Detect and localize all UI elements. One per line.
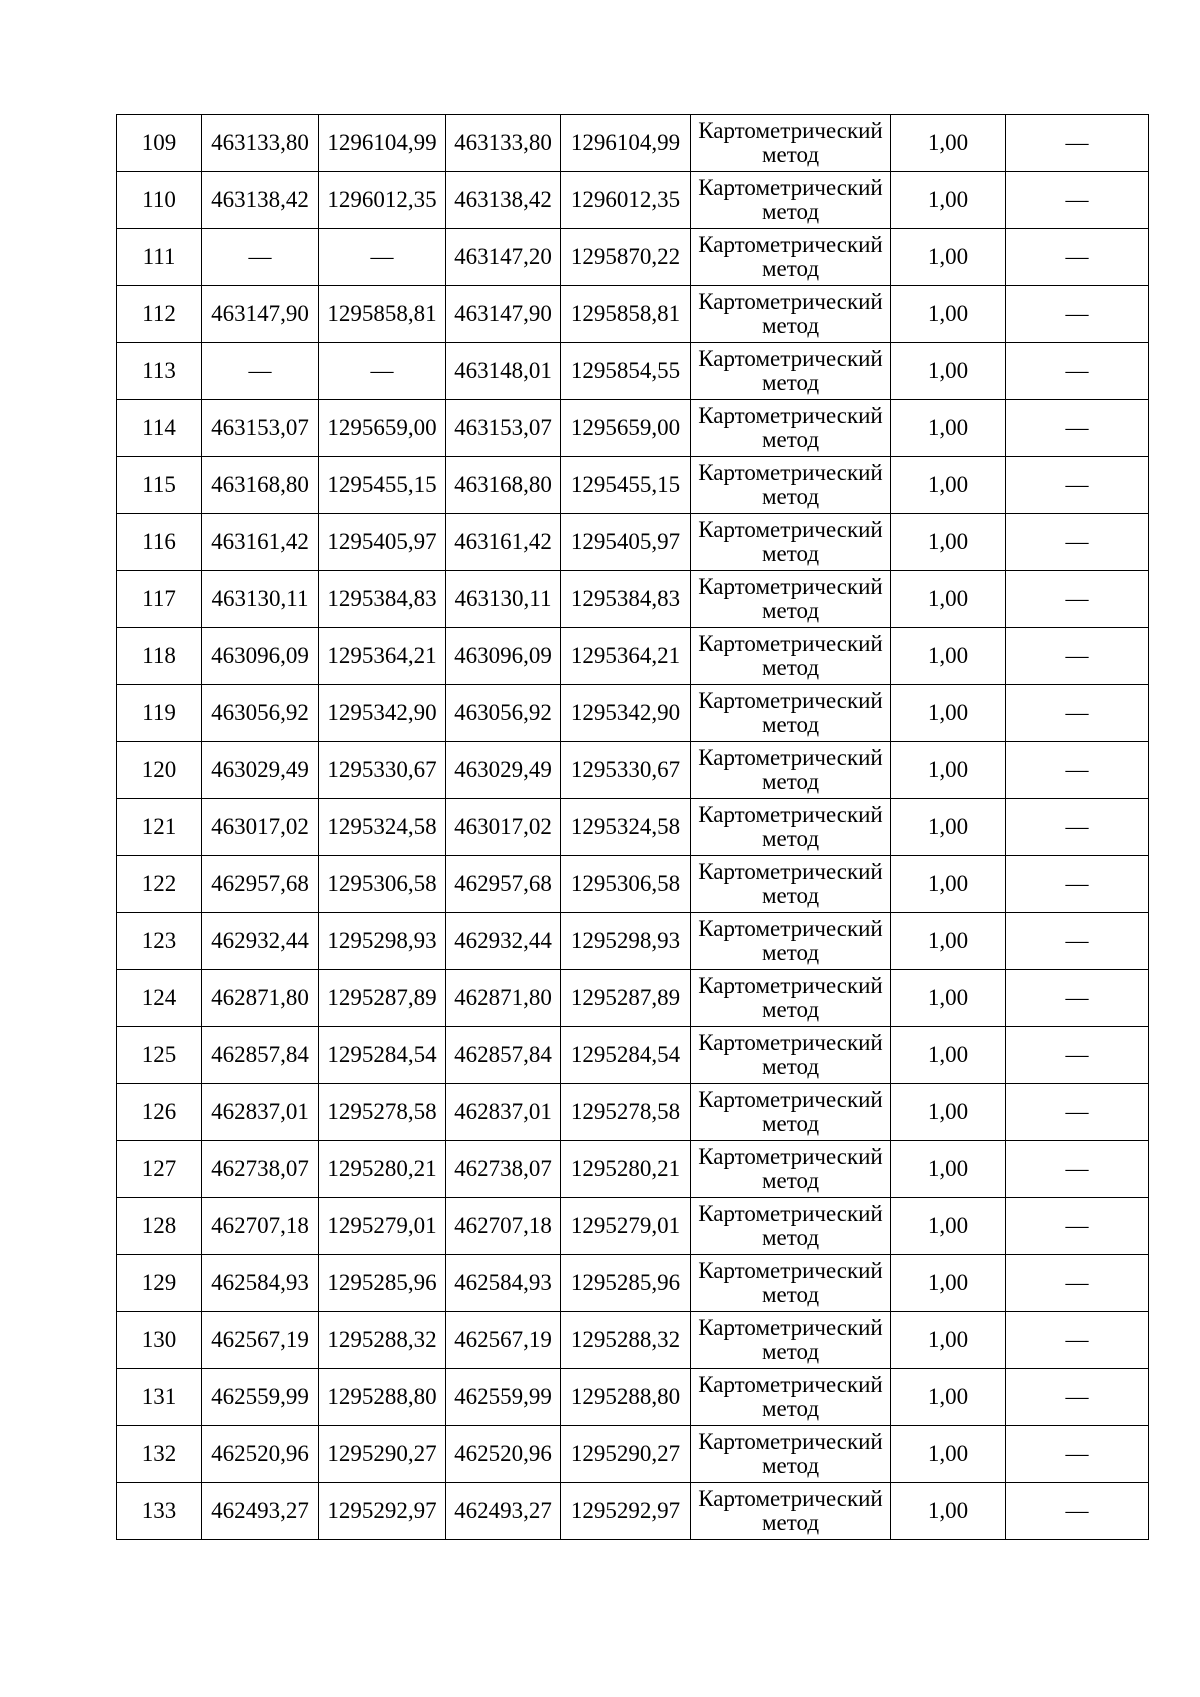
point-number-cell: 116 (117, 514, 202, 571)
refined-y-cell: 1295287,89 (561, 970, 691, 1027)
method-line-1: Картометрический (698, 1258, 883, 1283)
point-number-cell: 124 (117, 970, 202, 1027)
existing-y-cell: 1295364,21 (319, 628, 446, 685)
table-row (117, 514, 1149, 571)
table-row (117, 343, 1149, 400)
method-line-1: Картометрический (698, 517, 883, 542)
method-cell (691, 1426, 891, 1483)
refined-x-cell: 463161,42 (446, 514, 561, 571)
coordinates-table (116, 114, 1149, 1540)
accuracy-cell: 1,00 (891, 742, 1006, 799)
method-line-1: Картометрический (698, 574, 883, 599)
refined-x-cell: 463168,80 (446, 457, 561, 514)
existing-x-cell: 463029,49 (202, 742, 319, 799)
point-number-cell: 115 (117, 457, 202, 514)
method-cell (691, 856, 891, 913)
refined-y-cell: 1295324,58 (561, 799, 691, 856)
method-cell (691, 571, 891, 628)
note-cell: — (1006, 1369, 1149, 1426)
method-cell (691, 1198, 891, 1255)
refined-x-cell: 462857,84 (446, 1027, 561, 1084)
method-line-2: метод (761, 427, 820, 452)
method-line-2: метод (761, 484, 820, 509)
table-row (117, 685, 1149, 742)
accuracy-cell: 1,00 (891, 1198, 1006, 1255)
existing-x-cell: 462871,80 (202, 970, 319, 1027)
method-cell (691, 286, 891, 343)
method-line-1: Картометрический (698, 1429, 883, 1454)
method-cell (691, 457, 891, 514)
method-cell (691, 343, 891, 400)
point-number-cell: 114 (117, 400, 202, 457)
method-cell (691, 685, 891, 742)
method-line-1: Картометрический (698, 289, 883, 314)
existing-y-cell: 1295288,80 (319, 1369, 446, 1426)
method-cell (691, 1483, 891, 1540)
table-row (117, 742, 1149, 799)
method-line-1: Картометрический (698, 1315, 883, 1340)
existing-x-cell: 462559,99 (202, 1369, 319, 1426)
table-row (117, 1198, 1149, 1255)
method-cell (691, 1369, 891, 1426)
method-line-1: Картометрический (698, 745, 883, 770)
method-cell (691, 400, 891, 457)
method-line-1: Картометрический (698, 118, 883, 143)
note-cell: — (1006, 343, 1149, 400)
method-line-1: Картометрический (698, 1030, 883, 1055)
table-row (117, 1027, 1149, 1084)
table-row (117, 1084, 1149, 1141)
refined-x-cell: 463147,20 (446, 229, 561, 286)
refined-y-cell: 1295854,55 (561, 343, 691, 400)
refined-y-cell: 1296104,99 (561, 115, 691, 172)
refined-x-cell: 462707,18 (446, 1198, 561, 1255)
method-cell (691, 514, 891, 571)
method-cell (691, 1312, 891, 1369)
method-cell (691, 1027, 891, 1084)
table-row (117, 1141, 1149, 1198)
method-cell (691, 115, 891, 172)
refined-y-cell: 1295290,27 (561, 1426, 691, 1483)
note-cell: — (1006, 1198, 1149, 1255)
method-line-2: метод (761, 712, 820, 737)
table-row (117, 913, 1149, 970)
method-line-2: метод (761, 1054, 820, 1079)
table-row (117, 571, 1149, 628)
point-number-cell: 109 (117, 115, 202, 172)
refined-y-cell: 1295288,80 (561, 1369, 691, 1426)
method-line-2: метод (761, 997, 820, 1022)
existing-x-cell: 463147,90 (202, 286, 319, 343)
existing-y-cell: 1295290,27 (319, 1426, 446, 1483)
existing-x-cell: 463133,80 (202, 115, 319, 172)
method-line-2: метод (761, 199, 820, 224)
method-line-1: Картометрический (698, 1087, 883, 1112)
existing-y-cell: — (319, 229, 446, 286)
refined-y-cell: 1295858,81 (561, 286, 691, 343)
existing-y-cell: 1295279,01 (319, 1198, 446, 1255)
point-number-cell: 132 (117, 1426, 202, 1483)
existing-x-cell: 462738,07 (202, 1141, 319, 1198)
existing-x-cell: — (202, 343, 319, 400)
method-line-1: Картометрический (698, 1372, 883, 1397)
note-cell: — (1006, 1084, 1149, 1141)
existing-y-cell: 1295659,00 (319, 400, 446, 457)
existing-y-cell: 1295288,32 (319, 1312, 446, 1369)
existing-x-cell: 463161,42 (202, 514, 319, 571)
method-line-2: метод (761, 1282, 820, 1307)
method-line-2: метод (761, 142, 820, 167)
method-cell (691, 1141, 891, 1198)
refined-y-cell: 1295405,97 (561, 514, 691, 571)
point-number-cell: 112 (117, 286, 202, 343)
refined-x-cell: 462871,80 (446, 970, 561, 1027)
refined-x-cell: 463147,90 (446, 286, 561, 343)
point-number-cell: 130 (117, 1312, 202, 1369)
refined-y-cell: 1295330,67 (561, 742, 691, 799)
point-number-cell: 113 (117, 343, 202, 400)
existing-x-cell: 463096,09 (202, 628, 319, 685)
method-line-2: метод (761, 1396, 820, 1421)
table-row (117, 457, 1149, 514)
point-number-cell: 123 (117, 913, 202, 970)
point-number-cell: 117 (117, 571, 202, 628)
existing-x-cell: 463138,42 (202, 172, 319, 229)
point-number-cell: 111 (117, 229, 202, 286)
method-line-1: Картометрический (698, 802, 883, 827)
table-row (117, 286, 1149, 343)
accuracy-cell: 1,00 (891, 1426, 1006, 1483)
refined-y-cell: 1295455,15 (561, 457, 691, 514)
existing-y-cell: 1295292,97 (319, 1483, 446, 1540)
method-line-2: метод (761, 1225, 820, 1250)
refined-y-cell: 1295278,58 (561, 1084, 691, 1141)
existing-x-cell: 462957,68 (202, 856, 319, 913)
table-row (117, 1369, 1149, 1426)
note-cell: — (1006, 685, 1149, 742)
accuracy-cell: 1,00 (891, 115, 1006, 172)
table-row (117, 1426, 1149, 1483)
existing-y-cell: 1295342,90 (319, 685, 446, 742)
refined-y-cell: 1295364,21 (561, 628, 691, 685)
refined-y-cell: 1295284,54 (561, 1027, 691, 1084)
point-number-cell: 110 (117, 172, 202, 229)
existing-x-cell: 462837,01 (202, 1084, 319, 1141)
note-cell: — (1006, 286, 1149, 343)
existing-x-cell: 463130,11 (202, 571, 319, 628)
table-row (117, 799, 1149, 856)
refined-x-cell: 463153,07 (446, 400, 561, 457)
accuracy-cell: 1,00 (891, 1027, 1006, 1084)
accuracy-cell: 1,00 (891, 685, 1006, 742)
method-line-2: метод (761, 826, 820, 851)
method-line-1: Картометрический (698, 631, 883, 656)
note-cell: — (1006, 457, 1149, 514)
table-row (117, 628, 1149, 685)
method-line-1: Картометрический (698, 1201, 883, 1226)
existing-x-cell: 462857,84 (202, 1027, 319, 1084)
existing-x-cell: — (202, 229, 319, 286)
accuracy-cell: 1,00 (891, 1255, 1006, 1312)
note-cell: — (1006, 229, 1149, 286)
method-line-2: метод (761, 1168, 820, 1193)
refined-x-cell: 462493,27 (446, 1483, 561, 1540)
note-cell: — (1006, 1027, 1149, 1084)
accuracy-cell: 1,00 (891, 799, 1006, 856)
note-cell: — (1006, 1426, 1149, 1483)
note-cell: — (1006, 1483, 1149, 1540)
refined-y-cell: 1295342,90 (561, 685, 691, 742)
point-number-cell: 129 (117, 1255, 202, 1312)
refined-y-cell: 1295870,22 (561, 229, 691, 286)
point-number-cell: 118 (117, 628, 202, 685)
point-number-cell: 126 (117, 1084, 202, 1141)
refined-x-cell: 462738,07 (446, 1141, 561, 1198)
method-line-1: Картометрический (698, 403, 883, 428)
existing-y-cell: 1295455,15 (319, 457, 446, 514)
accuracy-cell: 1,00 (891, 400, 1006, 457)
note-cell: — (1006, 628, 1149, 685)
method-line-1: Картометрический (698, 175, 883, 200)
method-cell (691, 742, 891, 799)
existing-y-cell: 1295330,67 (319, 742, 446, 799)
method-cell (691, 172, 891, 229)
accuracy-cell: 1,00 (891, 229, 1006, 286)
accuracy-cell: 1,00 (891, 286, 1006, 343)
method-line-1: Картометрический (698, 973, 883, 998)
note-cell: — (1006, 115, 1149, 172)
note-cell: — (1006, 514, 1149, 571)
table-row (117, 229, 1149, 286)
method-line-1: Картометрический (698, 460, 883, 485)
point-number-cell: 121 (117, 799, 202, 856)
table-row (117, 970, 1149, 1027)
accuracy-cell: 1,00 (891, 571, 1006, 628)
existing-y-cell: 1295285,96 (319, 1255, 446, 1312)
note-cell: — (1006, 1312, 1149, 1369)
accuracy-cell: 1,00 (891, 1141, 1006, 1198)
point-number-cell: 119 (117, 685, 202, 742)
refined-x-cell: 462584,93 (446, 1255, 561, 1312)
method-line-2: метод (761, 655, 820, 680)
table-body (117, 115, 1149, 1540)
method-line-2: метод (761, 769, 820, 794)
existing-y-cell: 1295858,81 (319, 286, 446, 343)
method-cell (691, 799, 891, 856)
accuracy-cell: 1,00 (891, 970, 1006, 1027)
existing-y-cell: 1295278,58 (319, 1084, 446, 1141)
refined-x-cell: 463148,01 (446, 343, 561, 400)
method-cell (691, 1084, 891, 1141)
existing-x-cell: 462707,18 (202, 1198, 319, 1255)
table-row (117, 400, 1149, 457)
note-cell: — (1006, 1255, 1149, 1312)
point-number-cell: 125 (117, 1027, 202, 1084)
method-cell (691, 229, 891, 286)
existing-x-cell: 463168,80 (202, 457, 319, 514)
method-line-2: метод (761, 541, 820, 566)
existing-y-cell: 1295287,89 (319, 970, 446, 1027)
existing-y-cell: 1295405,97 (319, 514, 446, 571)
refined-x-cell: 463017,02 (446, 799, 561, 856)
table-row (117, 856, 1149, 913)
refined-y-cell: 1295280,21 (561, 1141, 691, 1198)
refined-x-cell: 463056,92 (446, 685, 561, 742)
method-cell (691, 913, 891, 970)
existing-y-cell: 1296012,35 (319, 172, 446, 229)
point-number-cell: 128 (117, 1198, 202, 1255)
note-cell: — (1006, 913, 1149, 970)
existing-x-cell: 462932,44 (202, 913, 319, 970)
note-cell: — (1006, 172, 1149, 229)
accuracy-cell: 1,00 (891, 628, 1006, 685)
method-line-2: метод (761, 883, 820, 908)
note-cell: — (1006, 742, 1149, 799)
accuracy-cell: 1,00 (891, 913, 1006, 970)
point-number-cell: 120 (117, 742, 202, 799)
table-row (117, 1312, 1149, 1369)
method-line-1: Картометрический (698, 1486, 883, 1511)
refined-x-cell: 462957,68 (446, 856, 561, 913)
existing-y-cell: 1295284,54 (319, 1027, 446, 1084)
existing-x-cell: 462584,93 (202, 1255, 319, 1312)
point-number-cell: 131 (117, 1369, 202, 1426)
existing-y-cell: 1296104,99 (319, 115, 446, 172)
refined-y-cell: 1295298,93 (561, 913, 691, 970)
refined-y-cell: 1295279,01 (561, 1198, 691, 1255)
accuracy-cell: 1,00 (891, 172, 1006, 229)
method-line-2: метод (761, 370, 820, 395)
point-number-cell: 122 (117, 856, 202, 913)
existing-x-cell: 463153,07 (202, 400, 319, 457)
method-line-2: метод (761, 1111, 820, 1136)
accuracy-cell: 1,00 (891, 856, 1006, 913)
table-row (117, 172, 1149, 229)
existing-x-cell: 463056,92 (202, 685, 319, 742)
existing-y-cell: — (319, 343, 446, 400)
note-cell: — (1006, 970, 1149, 1027)
note-cell: — (1006, 571, 1149, 628)
accuracy-cell: 1,00 (891, 1312, 1006, 1369)
existing-y-cell: 1295280,21 (319, 1141, 446, 1198)
existing-x-cell: 463017,02 (202, 799, 319, 856)
method-line-2: метод (761, 313, 820, 338)
accuracy-cell: 1,00 (891, 1084, 1006, 1141)
method-line-2: метод (761, 940, 820, 965)
refined-y-cell: 1295285,96 (561, 1255, 691, 1312)
method-line-2: метод (761, 1510, 820, 1535)
method-line-1: Картометрический (698, 859, 883, 884)
refined-x-cell: 463133,80 (446, 115, 561, 172)
refined-x-cell: 463029,49 (446, 742, 561, 799)
method-line-2: метод (761, 598, 820, 623)
existing-y-cell: 1295298,93 (319, 913, 446, 970)
method-cell (691, 1255, 891, 1312)
refined-y-cell: 1295292,97 (561, 1483, 691, 1540)
table-row (117, 115, 1149, 172)
method-line-1: Картометрический (698, 916, 883, 941)
method-line-2: метод (761, 1453, 820, 1478)
table-row (117, 1255, 1149, 1312)
method-line-1: Картометрический (698, 688, 883, 713)
refined-x-cell: 462567,19 (446, 1312, 561, 1369)
method-cell (691, 970, 891, 1027)
point-number-cell: 133 (117, 1483, 202, 1540)
refined-x-cell: 462559,99 (446, 1369, 561, 1426)
existing-y-cell: 1295384,83 (319, 571, 446, 628)
refined-x-cell: 463138,42 (446, 172, 561, 229)
accuracy-cell: 1,00 (891, 1483, 1006, 1540)
accuracy-cell: 1,00 (891, 457, 1006, 514)
note-cell: — (1006, 799, 1149, 856)
existing-x-cell: 462567,19 (202, 1312, 319, 1369)
method-line-1: Картометрический (698, 346, 883, 371)
point-number-cell: 127 (117, 1141, 202, 1198)
refined-x-cell: 462837,01 (446, 1084, 561, 1141)
refined-y-cell: 1295288,32 (561, 1312, 691, 1369)
refined-x-cell: 462932,44 (446, 913, 561, 970)
method-line-1: Картометрический (698, 1144, 883, 1169)
accuracy-cell: 1,00 (891, 1369, 1006, 1426)
table-row (117, 1483, 1149, 1540)
refined-y-cell: 1295659,00 (561, 400, 691, 457)
existing-x-cell: 462520,96 (202, 1426, 319, 1483)
existing-y-cell: 1295306,58 (319, 856, 446, 913)
accuracy-cell: 1,00 (891, 343, 1006, 400)
refined-x-cell: 462520,96 (446, 1426, 561, 1483)
refined-y-cell: 1295384,83 (561, 571, 691, 628)
refined-y-cell: 1296012,35 (561, 172, 691, 229)
method-line-2: метод (761, 1339, 820, 1364)
refined-x-cell: 463096,09 (446, 628, 561, 685)
method-cell (691, 628, 891, 685)
note-cell: — (1006, 856, 1149, 913)
existing-y-cell: 1295324,58 (319, 799, 446, 856)
method-line-2: метод (761, 256, 820, 281)
note-cell: — (1006, 1141, 1149, 1198)
refined-y-cell: 1295306,58 (561, 856, 691, 913)
existing-x-cell: 462493,27 (202, 1483, 319, 1540)
method-line-1: Картометрический (698, 232, 883, 257)
accuracy-cell: 1,00 (891, 514, 1006, 571)
note-cell: — (1006, 400, 1149, 457)
refined-x-cell: 463130,11 (446, 571, 561, 628)
